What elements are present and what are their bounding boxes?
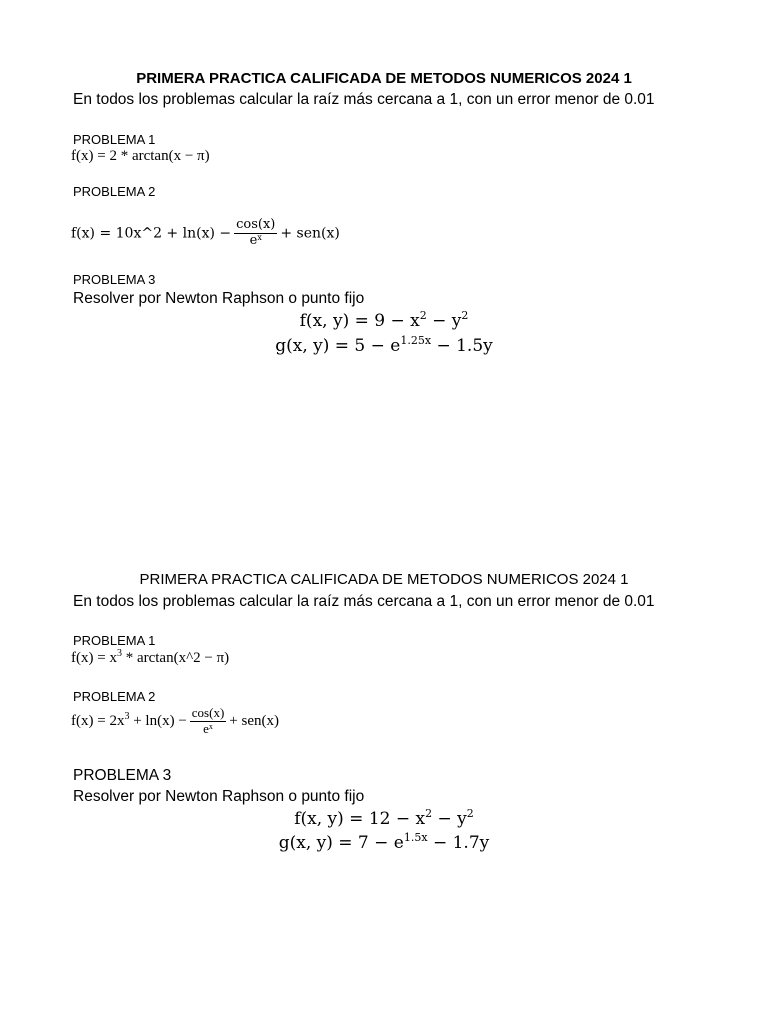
fraction-numerator: cos(x) [191, 705, 225, 720]
eq-after: + sen(x) [280, 225, 340, 242]
fraction-denominator [234, 234, 277, 249]
eq-g-exp: 1.5x [403, 831, 428, 844]
eq-rhs: * arctan(x^2 − π) [121, 650, 230, 666]
problem-1-label: PROBLEMA 1 [73, 633, 156, 648]
eq-after: + sen(x) [229, 712, 279, 729]
exam-title: PRIMERA PRACTICA CALIFICADA DE METODOS NUMERICOS 2024 1 [139, 571, 629, 588]
method-text: Resolver por Newton Raphson o punto fijo [73, 290, 365, 307]
eq-g-rhs: − 1.7y [427, 833, 490, 853]
eq-f-lhs: f(x, y) = 9 − x [299, 311, 420, 331]
eq-before: f(x) = 2x [71, 712, 125, 729]
fraction-numerator: cos(x) [236, 217, 276, 232]
problem-2-equation [71, 218, 340, 249]
problem-3-label: PROBLEMA 3 [73, 272, 156, 287]
eq-g-exp: 1.25x [400, 334, 432, 347]
eq-f-exp2: 2 [466, 807, 474, 820]
equation-f [0, 311, 768, 331]
eq-g-lhs: g(x, y) = 7 − e [278, 833, 404, 853]
problem-3-label: PROBLEMA 3 [73, 767, 172, 784]
eq-g-rhs: − 1.5y [431, 336, 493, 356]
problem-1-equation [71, 148, 210, 165]
eq-f-exp1: 2 [419, 309, 427, 322]
fraction [190, 706, 227, 737]
eq-lhs-exp: 3 [116, 648, 122, 659]
eq-before: f(x) = 10x^2 + ln(x) − [71, 225, 232, 242]
instructions: En todos los problemas calcular la raíz más cercana a 1, con un error menor de 0.01 [73, 91, 655, 108]
eq-before-rest: + ln(x) − [129, 712, 187, 729]
eq-f-exp1: 2 [425, 807, 433, 820]
fraction-denominator [190, 722, 227, 737]
denominator-exponent: x [257, 232, 262, 242]
exam-title: PRIMERA PRACTICA CALIFICADA DE METODOS NUMERICOS 2024 1 [136, 70, 632, 87]
instructions: En todos los problemas calcular la raíz más cercana a 1, con un error menor de 0.01 [73, 593, 655, 610]
denominator-base: e [249, 232, 258, 248]
eq-lhs: f(x) = 2 * [71, 148, 132, 164]
eq-before-exp: 3 [124, 710, 130, 722]
denominator-exponent: x [208, 721, 213, 731]
eq-f-lhs: f(x, y) = 12 − x [294, 809, 426, 829]
problem-2-label: PROBLEMA 2 [73, 184, 156, 199]
fraction [234, 218, 277, 249]
problem-2-equation [71, 706, 279, 737]
eq-f-mid: − y [426, 311, 462, 331]
equation-g [0, 336, 768, 356]
equation-f [0, 809, 768, 829]
problem-1-label: PROBLEMA 1 [73, 132, 156, 147]
eq-rhs: arctan(x − π) [131, 148, 210, 164]
problem-2-label: PROBLEMA 2 [73, 689, 156, 704]
equation-g [0, 833, 768, 853]
problem-1-equation [71, 650, 229, 667]
eq-g-lhs: g(x, y) = 5 − e [275, 336, 401, 356]
eq-lhs: f(x) = x [71, 650, 117, 666]
method-text: Resolver por Newton Raphson o punto fijo [73, 788, 365, 805]
denominator-base: e [203, 720, 209, 736]
eq-f-exp2: 2 [461, 309, 469, 322]
eq-f-mid: − y [432, 809, 467, 829]
